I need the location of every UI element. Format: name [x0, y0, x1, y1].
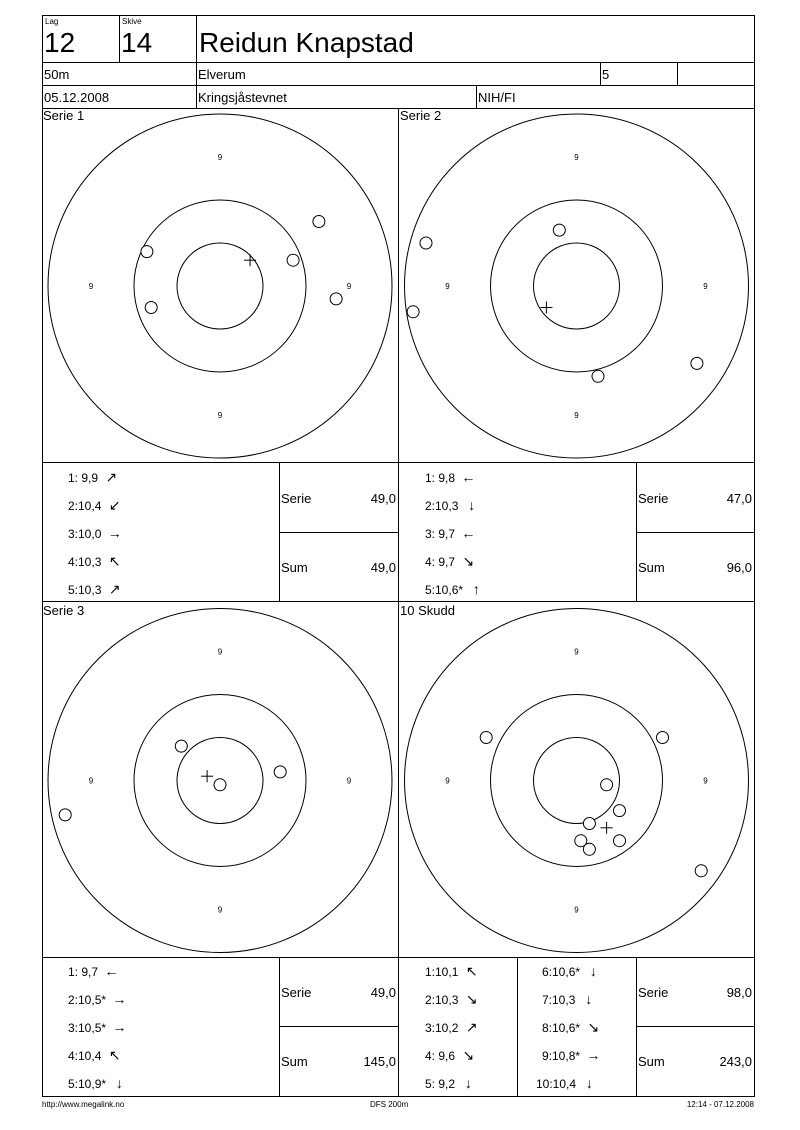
- ring-label: 9: [217, 647, 223, 657]
- shot-hole: [287, 254, 299, 266]
- direction-arrow-icon: ←: [461, 525, 476, 541]
- shot-row: 3:10,0 →: [68, 526, 125, 541]
- shot-row: 8:10,6* ↘: [542, 1020, 603, 1035]
- shot-row: 3:10,5* →: [68, 1020, 129, 1035]
- lag-value: 12: [44, 27, 76, 58]
- direction-arrow-icon: ↖: [108, 1047, 121, 1063]
- sum-score: 145,0: [363, 1054, 396, 1069]
- shot-row: 1: 9,7 ←: [68, 964, 121, 979]
- target-serie-2: [399, 108, 754, 462]
- shot-row: 2:10,3 ↘: [425, 992, 482, 1007]
- direction-arrow-icon: ↙: [108, 497, 121, 513]
- footer-url[interactable]: http://www.megalink.no: [42, 1100, 125, 1109]
- ring-label: 9: [574, 153, 579, 162]
- shot-hole: [592, 370, 604, 382]
- ring-label: 9: [346, 776, 352, 786]
- ring-label: 9: [574, 647, 579, 657]
- direction-arrow-icon: ↖: [108, 553, 121, 569]
- direction-arrow-icon: →: [112, 991, 127, 1007]
- date: 05.12.2008: [44, 90, 110, 105]
- ring-label: 9: [88, 776, 94, 786]
- shot-row: 9:10,8* →: [542, 1048, 603, 1063]
- group-center-mark: [601, 822, 613, 834]
- direction-arrow-icon: →: [586, 1047, 601, 1063]
- outer-ring: [48, 114, 392, 458]
- shot-hole: [480, 732, 492, 744]
- group-center-mark: [244, 254, 256, 266]
- shot-row: 5:10,3 ↗: [68, 582, 125, 597]
- ring-label: 9: [703, 282, 708, 291]
- inner-ring: [534, 243, 620, 329]
- ring-label: 9: [445, 282, 450, 291]
- serie-score: 98,0: [726, 985, 752, 1000]
- direction-arrow-icon: ←: [104, 963, 119, 979]
- shot-row: 4: 9,7 ↘: [425, 554, 478, 569]
- serie-score: 49,0: [370, 491, 396, 506]
- ring-label: 9: [703, 776, 708, 786]
- ring-label: 9: [217, 905, 223, 915]
- direction-arrow-icon: ↓: [115, 1075, 123, 1091]
- ring-label: 9: [346, 282, 352, 291]
- middle-ring: [134, 200, 306, 372]
- shot-hole: [657, 732, 669, 744]
- direction-arrow-icon: ↓: [585, 991, 593, 1007]
- direction-arrow-icon: ↗: [108, 581, 121, 597]
- shot-row: 5:10,9* ↓: [68, 1076, 129, 1091]
- shot-hole: [313, 216, 325, 228]
- shot-hole: [614, 835, 626, 847]
- event-name: Kringsjåstevnet: [198, 90, 287, 105]
- shot-hole: [420, 237, 432, 249]
- shot-hole: [601, 779, 613, 791]
- sum-score: 243,0: [719, 1054, 752, 1069]
- serie-label: Serie: [638, 491, 669, 506]
- serie-score: 49,0: [370, 985, 396, 1000]
- direction-arrow-icon: ↘: [462, 553, 475, 569]
- shot-hole: [583, 843, 595, 855]
- serie-score: 47,0: [726, 491, 752, 506]
- class: 5: [602, 67, 610, 82]
- shot-hole: [583, 818, 595, 830]
- shot-row: 5: 9,2 ↓: [425, 1076, 478, 1091]
- ring-label: 9: [217, 153, 223, 162]
- club: Elverum: [198, 67, 246, 82]
- shot-hole: [407, 306, 419, 318]
- shot-row: 1:10,1 ↖: [425, 964, 482, 979]
- target-title: Serie 1: [43, 108, 85, 123]
- shooter-name: Reidun Knapstad: [199, 27, 414, 58]
- target-serie-1: [42, 108, 398, 462]
- direction-arrow-icon: ↖: [465, 963, 478, 979]
- shot-row: 4:10,4 ↖: [68, 1048, 125, 1063]
- shot-hole: [145, 302, 157, 314]
- skive-label: Skive: [122, 17, 142, 26]
- ring-label: 9: [88, 282, 94, 291]
- direction-arrow-icon: ↘: [587, 1019, 600, 1035]
- shot-hole: [175, 740, 187, 752]
- shot-hole: [614, 805, 626, 817]
- skive-value: 14: [121, 27, 153, 58]
- footer-system: DFS 200m: [370, 1100, 409, 1109]
- shot-row: 7:10,3 ↓: [542, 992, 599, 1007]
- shot-hole: [141, 246, 153, 258]
- ring-label: 9: [574, 905, 579, 915]
- lag-label: Lag: [45, 17, 59, 26]
- footer-timestamp: 12:14 - 07.12.2008: [686, 1100, 754, 1109]
- shot-row: 4:10,3 ↖: [68, 554, 125, 569]
- shot-row: 2:10,4 ↙: [68, 498, 125, 513]
- shot-hole: [274, 766, 286, 778]
- sum-label: Sum: [281, 1054, 308, 1069]
- outer-ring: [405, 114, 749, 458]
- shot-row: 3:10,2 ↗: [425, 1020, 482, 1035]
- direction-arrow-icon: ↗: [105, 469, 118, 485]
- target-title: Serie 2: [400, 108, 442, 123]
- shot-row: 1: 9,9 ↗: [68, 470, 121, 485]
- shot-hole: [59, 809, 71, 821]
- direction-arrow-icon: ↓: [464, 1075, 472, 1091]
- ring-label: 9: [574, 411, 579, 420]
- direction-arrow-icon: →: [107, 525, 122, 541]
- ring-label: 9: [217, 411, 223, 420]
- sum-label: Sum: [638, 1054, 665, 1069]
- direction-arrow-icon: →: [112, 1019, 127, 1035]
- shot-row: 10:10,4 ↓: [536, 1076, 599, 1091]
- direction-arrow-icon: ↓: [589, 963, 597, 979]
- serie-label: Serie: [281, 491, 312, 506]
- shot-row: 2:10,5* →: [68, 992, 129, 1007]
- target-title: Serie 3: [43, 603, 85, 618]
- group-center-mark: [201, 770, 213, 782]
- direction-arrow-icon: ←: [461, 469, 476, 485]
- outer-ring: [405, 609, 749, 953]
- direction-arrow-icon: ↘: [462, 1047, 475, 1063]
- shot-row: 4: 9,6 ↘: [425, 1048, 478, 1063]
- shot-hole: [214, 779, 226, 791]
- serie-label: Serie: [638, 985, 669, 1000]
- distance: 50m: [44, 67, 70, 82]
- direction-arrow-icon: ↑: [472, 581, 480, 597]
- middle-ring: [491, 200, 663, 372]
- sum-label: Sum: [638, 560, 665, 575]
- shot-row: 1: 9,8 ←: [425, 470, 478, 485]
- target-title: 10 Skudd: [400, 603, 455, 618]
- organization: NIH/FI: [478, 90, 516, 105]
- serie-label: Serie: [281, 985, 312, 1000]
- shot-hole: [330, 293, 342, 305]
- sum-score: 49,0: [370, 560, 396, 575]
- target-serie-3: [42, 602, 398, 957]
- direction-arrow-icon: ↓: [585, 1075, 593, 1091]
- shot-row: 3: 9,7 ←: [425, 526, 478, 541]
- shot-hole: [691, 357, 703, 369]
- ring-label: 9: [445, 776, 450, 786]
- sum-score: 96,0: [726, 560, 752, 575]
- shot-hole: [553, 224, 565, 236]
- direction-arrow-icon: ↘: [465, 991, 478, 1007]
- shot-row: 5:10,6* ↑: [425, 582, 486, 597]
- shot-row: 2:10,3 ↓: [425, 498, 482, 513]
- target-10-skudd: [399, 602, 754, 957]
- direction-arrow-icon: ↗: [465, 1019, 478, 1035]
- direction-arrow-icon: ↓: [468, 497, 476, 513]
- sum-label: Sum: [281, 560, 308, 575]
- shot-hole: [695, 865, 707, 877]
- shot-row: 6:10,6* ↓: [542, 964, 603, 979]
